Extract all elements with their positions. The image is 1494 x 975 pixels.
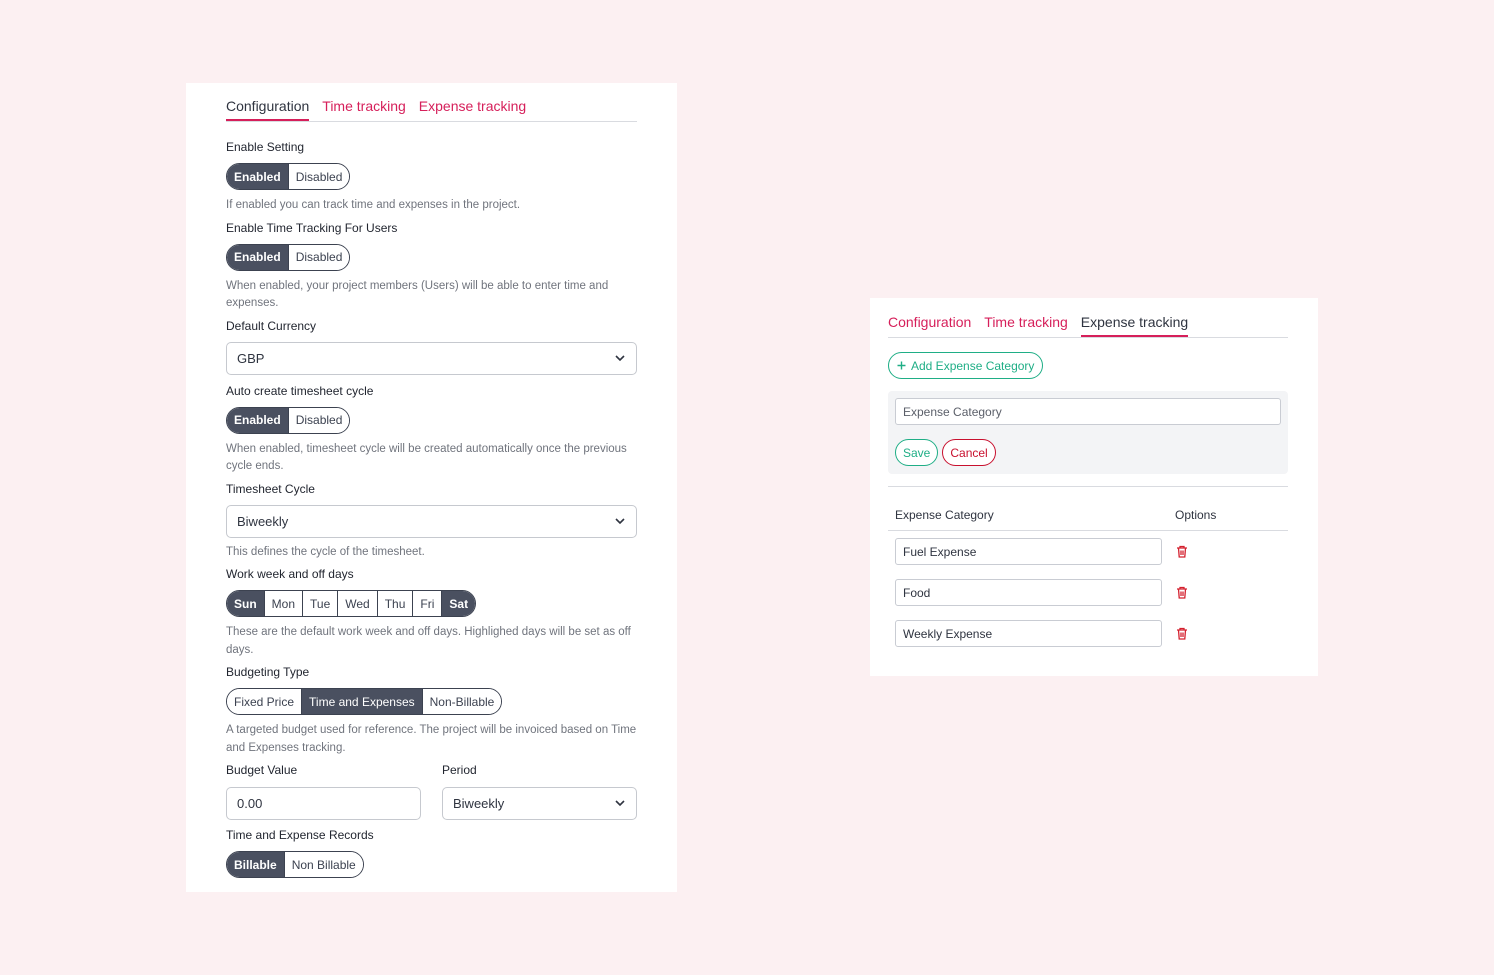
budget-fixed-price-option[interactable]: Fixed Price: [227, 689, 301, 714]
configuration-panel: [186, 83, 677, 892]
work-week-help: These are the default work week and off days. Highlighed days will be set as off days.: [226, 626, 631, 656]
enable-setting-toggle: [226, 163, 350, 190]
day-sat[interactable]: Sat: [441, 591, 475, 616]
timesheet-cycle-value: Biweekly: [237, 513, 289, 529]
day-mon[interactable]: Mon: [264, 591, 302, 616]
form-actions: [895, 439, 1281, 466]
tab-time-tracking[interactable]: Time tracking: [984, 314, 1068, 330]
config-tabs: [226, 83, 637, 122]
table-row: [888, 579, 1288, 606]
enable-setting-enabled-option[interactable]: Enabled: [227, 164, 288, 189]
period-select[interactable]: [442, 787, 637, 820]
chevron-down-icon: [614, 352, 626, 364]
budget-value-label: Budget Value: [226, 763, 298, 777]
day-tue[interactable]: Tue: [302, 591, 337, 616]
auto-timesheet-label: Auto create timesheet cycle: [226, 383, 374, 398]
auto-timesheet-enabled-option[interactable]: Enabled: [227, 408, 288, 433]
table-row: [888, 538, 1288, 565]
table-row: [888, 620, 1288, 647]
tab-configuration[interactable]: Configuration: [888, 314, 972, 330]
timesheet-cycle-select[interactable]: [226, 505, 637, 538]
chevron-down-icon: [614, 515, 626, 527]
tab-time-tracking[interactable]: Time tracking: [322, 98, 406, 114]
add-expense-category-button[interactable]: [888, 352, 1043, 379]
default-currency-label: Default Currency: [226, 318, 317, 333]
records-label: Time and Expense Records: [226, 828, 374, 842]
work-week-days: [226, 590, 476, 617]
new-category-form: [888, 391, 1288, 474]
expense-tabs: [888, 298, 1288, 338]
time-tracking-users-disabled-option[interactable]: Disabled: [288, 245, 350, 270]
category-list: [888, 538, 1288, 647]
time-tracking-users-toggle: [226, 244, 350, 271]
category-name-field[interactable]: Weekly Expense: [895, 620, 1162, 647]
expense-category-placeholder: Expense Category: [903, 404, 1002, 419]
chevron-down-icon: [614, 798, 626, 810]
records-toggle: [226, 851, 364, 878]
day-fri[interactable]: Fri: [412, 591, 441, 616]
budget-value-text: 0.00: [237, 796, 263, 811]
timesheet-cycle-label: Timesheet Cycle: [226, 481, 315, 496]
tab-expense-tracking[interactable]: Expense tracking: [1081, 314, 1188, 337]
time-tracking-users-enabled-option[interactable]: Enabled: [227, 245, 288, 270]
default-currency-select[interactable]: [226, 342, 637, 375]
enable-setting-help: If enabled you can track time and expenses in the project.: [226, 199, 521, 211]
enable-setting-disabled-option[interactable]: Disabled: [288, 164, 350, 189]
add-expense-category-label: Add Expense Category: [911, 358, 1035, 373]
column-header-expense-category: Expense Category: [895, 508, 994, 522]
auto-timesheet-help: When enabled, timesheet cycle will be created automatically once the previous cycle ends.: [226, 442, 627, 472]
records-non-billable-option[interactable]: Non Billable: [284, 852, 363, 877]
plus-icon: [897, 359, 906, 373]
budget-row: [226, 757, 637, 820]
category-name-field[interactable]: Food: [895, 579, 1162, 606]
budget-value-input[interactable]: [226, 787, 421, 820]
save-button[interactable]: Save: [895, 439, 938, 466]
budgeting-type-label: Budgeting Type: [226, 665, 310, 679]
period-value: Biweekly: [453, 796, 505, 811]
day-wed[interactable]: Wed: [337, 591, 376, 616]
time-tracking-users-help: When enabled, your project members (Users) will be able to enter time and expenses.: [226, 279, 609, 309]
budgeting-type-help: A targeted budget used for reference. The project will be invoiced based on Time and Expenses tracking.: [226, 724, 637, 754]
budget-non-billable-option[interactable]: Non-Billable: [422, 689, 502, 714]
trash-icon[interactable]: [1175, 545, 1189, 559]
table-header: [888, 487, 1288, 531]
tab-configuration[interactable]: Configuration: [226, 98, 309, 121]
enable-setting-label: Enable Setting: [226, 140, 305, 154]
budgeting-type-toggle: [226, 688, 502, 715]
default-currency-value: GBP: [237, 350, 265, 366]
work-week-label: Work week and off days: [226, 567, 354, 581]
column-header-options: Options: [1175, 508, 1217, 522]
auto-timesheet-disabled-option[interactable]: Disabled: [288, 408, 350, 433]
budget-time-expenses-option[interactable]: Time and Expenses: [301, 689, 422, 714]
time-tracking-users-label: Enable Time Tracking For Users: [226, 220, 398, 235]
records-billable-option[interactable]: Billable: [227, 852, 284, 877]
category-name-field[interactable]: Fuel Expense: [895, 538, 1162, 565]
expense-category-input[interactable]: [895, 398, 1281, 425]
trash-icon[interactable]: [1175, 586, 1189, 600]
expense-tracking-panel: [870, 298, 1318, 676]
cancel-button[interactable]: Cancel: [942, 439, 995, 466]
day-sun[interactable]: Sun: [227, 591, 264, 616]
period-label: Period: [442, 763, 477, 777]
day-thu[interactable]: Thu: [377, 591, 413, 616]
trash-icon[interactable]: [1175, 627, 1189, 641]
timesheet-cycle-help: This defines the cycle of the timesheet.: [226, 545, 425, 558]
tab-expense-tracking[interactable]: Expense tracking: [418, 98, 527, 114]
auto-timesheet-toggle: [226, 407, 350, 434]
